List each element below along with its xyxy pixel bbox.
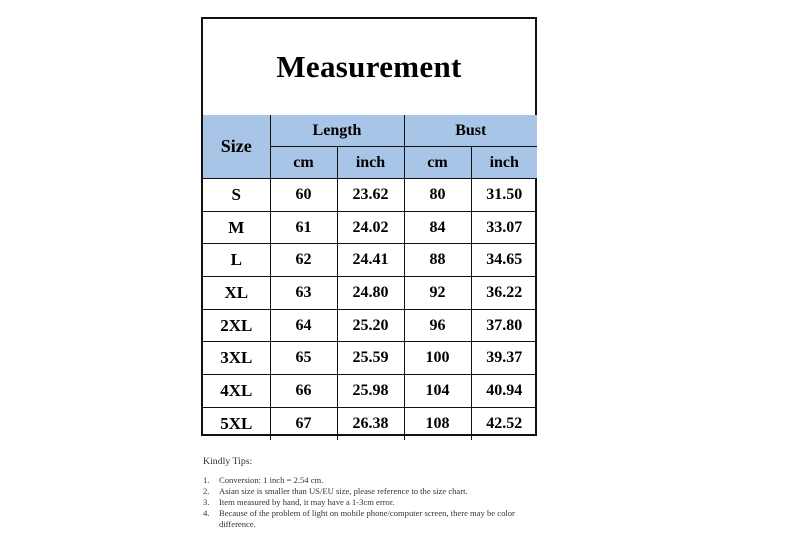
tip-text: Conversion: 1 inch = 2.54 cm. [219, 475, 324, 485]
table-row [203, 309, 537, 342]
table-row [203, 211, 537, 244]
tip-item [203, 508, 548, 530]
tip-number: 2. [203, 486, 210, 496]
table-row [203, 407, 537, 439]
title-box [203, 19, 535, 116]
length-inch-cell: 26.38 [337, 407, 404, 439]
tip-item [203, 497, 548, 508]
table-row [203, 244, 537, 277]
tip-number: 4. [203, 508, 210, 518]
size-cell: L [203, 244, 270, 277]
length-cm-cell: 64 [270, 309, 337, 342]
bust-cm-cell: 80 [404, 179, 471, 212]
bust-cm-cell: 104 [404, 375, 471, 408]
size-cell: 2XL [203, 309, 270, 342]
table-row [203, 375, 537, 408]
bust-inch-cell: 31.50 [471, 179, 537, 212]
length-inch-header: inch [337, 147, 404, 179]
bust-inch-cell: 42.52 [471, 407, 537, 439]
bust-inch-cell: 36.22 [471, 277, 537, 310]
bust-cm-cell: 108 [404, 407, 471, 439]
tip-item [203, 475, 548, 486]
bust-header: Bust [404, 115, 537, 147]
size-cell: XL [203, 277, 270, 310]
size-cell: 5XL [203, 407, 270, 439]
length-inch-cell: 24.02 [337, 211, 404, 244]
measurement-table [203, 115, 537, 440]
table-row [203, 342, 537, 375]
bust-cm-cell: 88 [404, 244, 471, 277]
size-chart [201, 17, 537, 436]
bust-cm-header: cm [404, 147, 471, 179]
length-inch-cell: 24.80 [337, 277, 404, 310]
tip-number: 3. [203, 497, 210, 507]
table-row [203, 277, 537, 310]
length-header: Length [270, 115, 404, 147]
size-cell: 3XL [203, 342, 270, 375]
length-cm-cell: 63 [270, 277, 337, 310]
chart-title: Measurement [276, 49, 462, 84]
bust-inch-cell: 40.94 [471, 375, 537, 408]
length-cm-cell: 67 [270, 407, 337, 439]
tip-text: Asian size is smaller than US/EU size, please reference to the size chart. [219, 486, 468, 496]
bust-inch-cell: 39.37 [471, 342, 537, 375]
length-cm-cell: 66 [270, 375, 337, 408]
kindly-tips [203, 456, 548, 530]
size-cell: M [203, 211, 270, 244]
bust-inch-cell: 37.80 [471, 309, 537, 342]
length-inch-cell: 23.62 [337, 179, 404, 212]
tip-text: Because of the problem of light on mobile phone/computer screen, there may be color difference. [219, 508, 515, 529]
tips-list [203, 475, 548, 530]
length-cm-cell: 61 [270, 211, 337, 244]
length-inch-cell: 25.59 [337, 342, 404, 375]
length-cm-cell: 60 [270, 179, 337, 212]
tip-number: 1. [203, 475, 210, 485]
length-cm-header: cm [270, 147, 337, 179]
length-cm-cell: 65 [270, 342, 337, 375]
tips-heading: Kindly Tips: [203, 456, 253, 467]
tip-text: Item measured by hand, it may have a 1-3cm error. [219, 497, 395, 507]
length-inch-cell: 25.98 [337, 375, 404, 408]
size-cell: S [203, 179, 270, 212]
bust-cm-cell: 84 [404, 211, 471, 244]
bust-cm-cell: 92 [404, 277, 471, 310]
length-inch-cell: 24.41 [337, 244, 404, 277]
tip-item [203, 486, 548, 497]
bust-cm-cell: 100 [404, 342, 471, 375]
length-inch-cell: 25.20 [337, 309, 404, 342]
table-row [203, 179, 537, 212]
bust-inch-cell: 33.07 [471, 211, 537, 244]
bust-inch-header: inch [471, 147, 537, 179]
size-cell: 4XL [203, 375, 270, 408]
size-header: Size [203, 115, 270, 179]
bust-inch-cell: 34.65 [471, 244, 537, 277]
bust-cm-cell: 96 [404, 309, 471, 342]
length-cm-cell: 62 [270, 244, 337, 277]
